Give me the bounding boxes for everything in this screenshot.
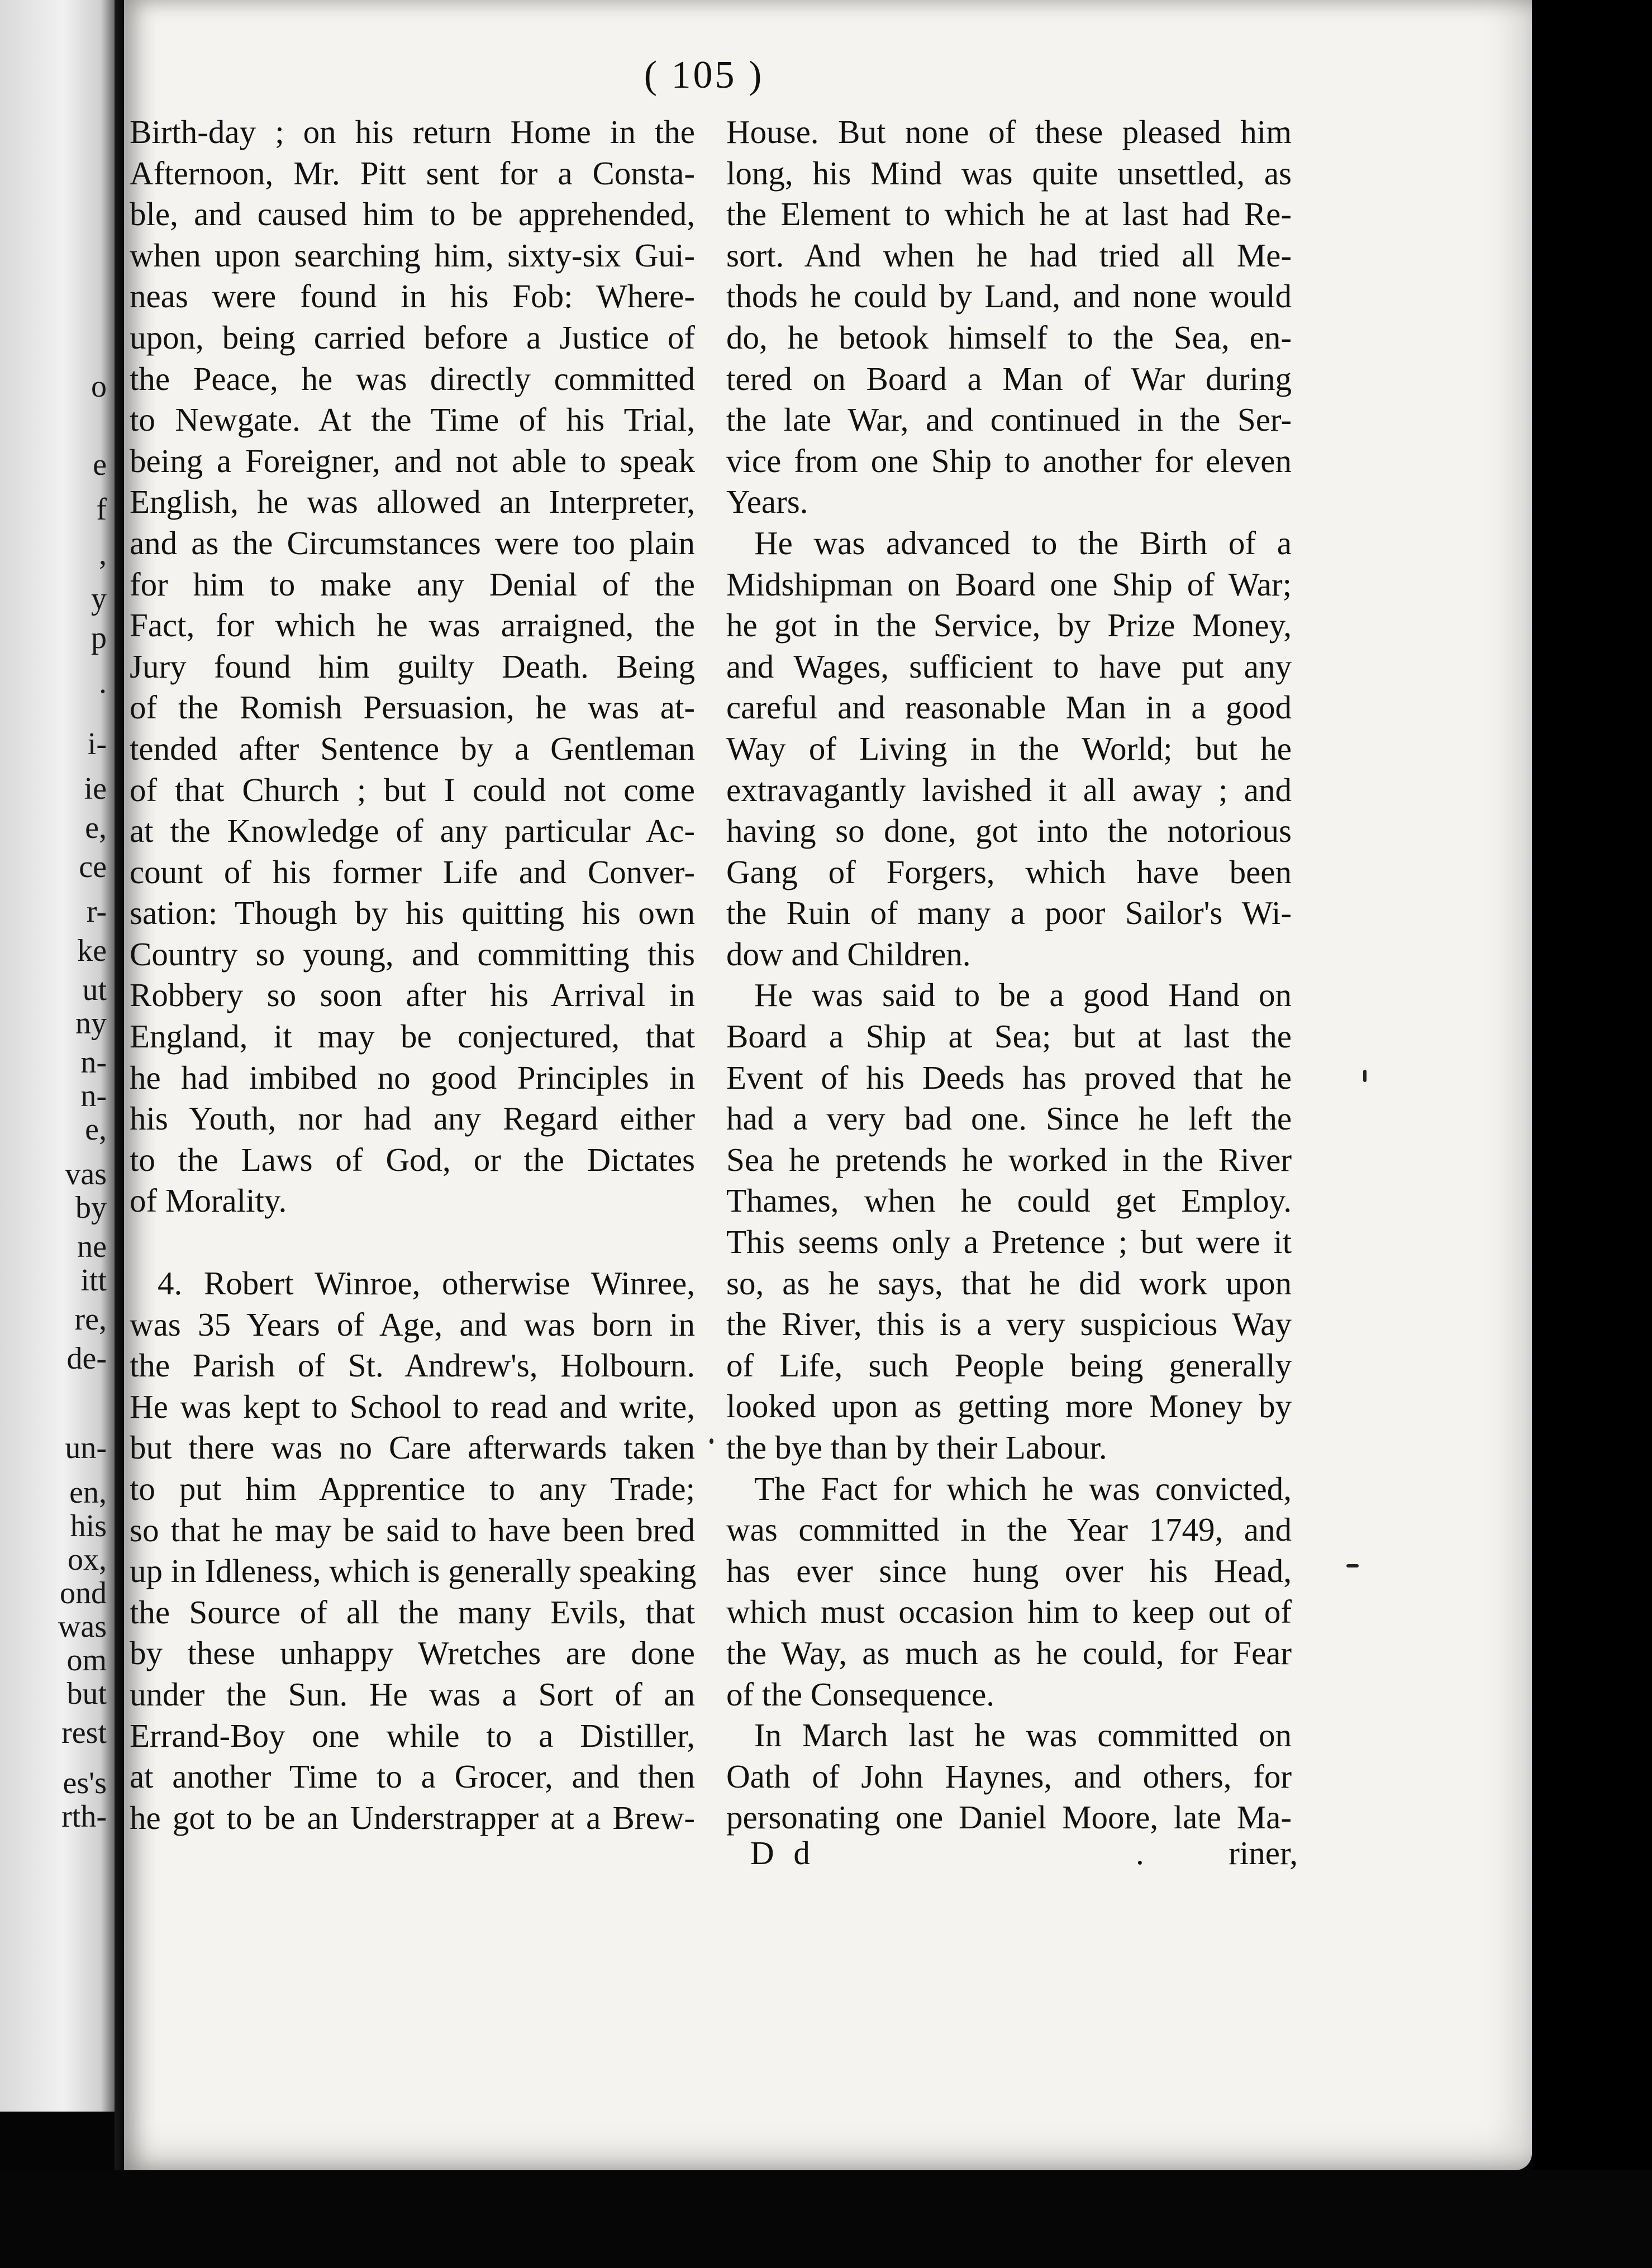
text-line: Years. (726, 483, 808, 521)
text-line: Country so young, and committing this (130, 935, 695, 973)
text-line: long, his Mind was quite unsettled, as (726, 154, 1292, 192)
previous-page-text-fragment: ke (77, 933, 107, 968)
text-line: Event of his Deeds has proved that he (726, 1059, 1292, 1096)
text-line: House. But none of these pleased him (726, 113, 1292, 150)
previous-page-text-fragment: de- (66, 1341, 107, 1376)
ink-speck (1363, 1070, 1367, 1082)
text-line: Jury found him guilty Death. Being (130, 647, 695, 685)
text-line: Way of Living in the World; but he (726, 730, 1292, 767)
text-line: had a very bad one. Since he left the (726, 1100, 1292, 1137)
text-line: ble, and caused him to be apprehended, (130, 196, 695, 233)
text-line: Board a Ship at Sea; but at last the (726, 1018, 1292, 1055)
previous-page-text-fragment: ut (82, 973, 107, 1007)
text-line: personating one Daniel Moore, late Ma- (726, 1799, 1292, 1836)
text-line: the Source of all the many Evils, that (130, 1593, 695, 1631)
text-line: 4. Robert Winroe, otherwise Winree, (158, 1265, 695, 1302)
text-line: The Fact for which he was convicted, (754, 1470, 1292, 1507)
previous-page-text-fragment: by (75, 1190, 107, 1225)
previous-page-text-fragment: ce (79, 850, 107, 884)
text-line: was 35 Years of Age, and was born in (130, 1305, 695, 1343)
previous-page-text-fragment: en, (69, 1475, 107, 1510)
previous-page-text-fragment: e, (85, 1112, 107, 1147)
text-line: of Life, such People being generally (726, 1346, 1292, 1384)
previous-page-text-fragment: o (91, 369, 107, 404)
right-text-column (726, 112, 1292, 1838)
text-line: tended after Sentence by a Gentleman (130, 730, 695, 767)
scan-background-right (1532, 0, 1652, 2268)
text-line: careful and reasonable Man in a good (726, 689, 1292, 726)
previous-page-text-fragment: ne (77, 1230, 107, 1264)
previous-page-text-fragment: p (91, 621, 107, 655)
previous-page-text-fragment: f (96, 492, 107, 527)
text-line: under the Sun. He was a Sort of an (130, 1675, 695, 1713)
text-line: Oath of John Haynes, and others, for (726, 1757, 1292, 1795)
previous-page-text-fragment: , (99, 537, 107, 571)
text-line: He was advanced to the Birth of a (754, 524, 1292, 561)
text-line: Thames, when he could get Employ. (726, 1182, 1292, 1219)
text-line: for him to make any Denial of the (130, 565, 695, 603)
text-line: do, he betook himself to the Sea, en- (726, 318, 1292, 356)
previous-page-text-fragment: om (66, 1643, 107, 1678)
text-line: having so done, got into the notorious (726, 812, 1292, 850)
text-line: at another Time to a Grocer, and then (130, 1758, 695, 1795)
text-line: the late War, and continued in the Ser- (726, 401, 1292, 439)
text-line: upon, being carried before a Justice of (130, 318, 695, 356)
previous-page-text-fragment: ny (75, 1006, 107, 1041)
text-line: He was kept to School to read and write, (130, 1388, 695, 1425)
text-line: to put him Apprentice to any Trade; (130, 1470, 695, 1507)
previous-page-text-fragment: un- (65, 1431, 107, 1465)
previous-page-text-fragment: e (93, 447, 107, 482)
paragraph-gap (130, 1222, 695, 1263)
text-line: of that Church ; but I could not come (130, 771, 695, 808)
text-line: In March last he was committed on (754, 1717, 1292, 1754)
text-line: which must occasion him to keep out of (726, 1593, 1292, 1631)
text-line: and as the Circumstances were too plain (130, 524, 695, 561)
previous-page-text-fragment: his (70, 1509, 107, 1543)
text-line: to Newgate. At the Time of his Trial, (130, 401, 695, 439)
text-line: Fact, for which he was arraigned, the (130, 607, 695, 644)
previous-page-text-fragment: rth- (61, 1799, 107, 1834)
previous-page-text-fragment: i- (87, 727, 107, 761)
footer-dot: . (1136, 1835, 1144, 1871)
text-line: neas were found in his Fob: Where- (130, 278, 695, 315)
previous-page-text-fragment: ie (84, 771, 107, 806)
text-line: Midshipman on Board one Ship of War; (726, 565, 1292, 603)
previous-page-text-fragment: r- (86, 894, 107, 929)
previous-page-text-fragment: n- (80, 1079, 107, 1113)
previous-page-text-fragment: vas (65, 1157, 107, 1192)
text-line: the Peace, he was directly committed (130, 360, 695, 397)
text-line: the River, this is a very suspicious Way (726, 1305, 1292, 1343)
previous-page-text-fragment: rest (61, 1716, 107, 1750)
text-line: vice from one Ship to another for eleven (726, 442, 1292, 479)
text-line: to the Laws of God, or the Dictates (130, 1141, 695, 1178)
text-line: the bye than by their Labour. (726, 1429, 1107, 1466)
text-line: up in Idleness, which is generally speaking (130, 1552, 697, 1590)
text-line: he got in the Service, by Prize Money, (726, 607, 1292, 644)
text-line: of the Romish Persuasion, he was at- (130, 689, 695, 726)
text-line: was committed in the Year 1749, and (726, 1511, 1292, 1548)
previous-page-text-fragment: . (99, 665, 107, 700)
text-line: Errand-Boy one while to a Distiller, (130, 1717, 695, 1754)
text-line: being a Foreigner, and not able to speak (130, 442, 695, 479)
text-line: thods he could by Land, and none would (726, 278, 1292, 315)
previous-page-text-fragment: was (58, 1609, 107, 1644)
text-line: when upon searching him, sixty-six Gui- (130, 236, 695, 274)
text-line: Birth-day ; on his return Home in the (130, 113, 695, 150)
text-line: the Parish of St. Andrew's, Holbourn. (130, 1347, 695, 1384)
text-line: Sea he pretends he worked in the River (726, 1141, 1292, 1178)
previous-page-text-fragment: itt (80, 1263, 107, 1298)
previous-page-text-fragment: re, (74, 1302, 107, 1337)
ink-speck (1346, 1564, 1359, 1567)
text-line: Afternoon, Mr. Pitt sent for a Consta- (130, 154, 695, 192)
text-line: of Morality. (130, 1182, 287, 1219)
previous-page-edge (0, 0, 115, 2112)
text-line: so that he may be said to have been bred (130, 1511, 695, 1548)
text-line: dow and Children. (726, 935, 971, 973)
scan-background-bottom (0, 2170, 1652, 2268)
text-line: count of his former Life and Conver- (130, 853, 695, 890)
text-line: at the Knowledge of any particular Ac- (130, 812, 695, 850)
text-line: he got to be an Understrapper at a Brew- (130, 1799, 695, 1836)
previous-page-text-fragment: ond (60, 1576, 107, 1611)
text-line: tered on Board a Man of War during (726, 360, 1292, 397)
text-line: This seems only a Pretence ; but were it (726, 1223, 1292, 1261)
previous-page-text-fragment: e, (85, 811, 107, 845)
previous-page-text-fragment: n- (80, 1045, 107, 1080)
text-line: sation: Though by his quitting his own (130, 894, 695, 932)
page-footer (750, 1834, 1298, 1875)
text-line: of the Consequence. (726, 1675, 995, 1713)
text-line: so, as he says, that he did work upon (726, 1264, 1292, 1302)
text-line: extravagantly lavished it all away ; and (726, 771, 1292, 808)
text-line: sort. And when he had tried all Me- (726, 236, 1292, 274)
signature-mark: D d (750, 1835, 816, 1871)
text-line: He was said to be a good Hand on (754, 976, 1292, 1014)
previous-page-text-fragment: ox, (68, 1542, 107, 1577)
text-line: looked upon as getting more Money by (726, 1388, 1292, 1425)
text-line: Gang of Forgers, which have been (726, 853, 1292, 890)
text-line: English, he was allowed an Interpreter, (130, 483, 695, 521)
text-line: has ever since hung over his Head, (726, 1552, 1292, 1589)
left-text-column (130, 112, 695, 1838)
text-line: the Ruin of many a poor Sailor's Wi- (726, 894, 1292, 932)
previous-page-text-fragment: but (66, 1676, 107, 1711)
text-line: but there was no Care afterwards taken (130, 1429, 695, 1466)
text-line: the Way, as much as he could, for Fear (726, 1634, 1292, 1671)
text-line: by these unhappy Wretches are done (130, 1635, 695, 1672)
ink-speck (710, 1438, 713, 1444)
catchword: riner, (1229, 1835, 1298, 1871)
previous-page-text-fragment: y (91, 582, 107, 616)
text-line: England, it may be conjectured, that (130, 1018, 695, 1055)
text-line: his Youth, nor had any Regard either (130, 1100, 695, 1137)
text-line: the Element to which he at last had Re- (726, 196, 1292, 233)
page-number: ( 105 ) (644, 54, 764, 97)
text-line: Robbery so soon after his Arrival in (130, 976, 695, 1014)
text-line: and Wages, sufficient to have put any (726, 647, 1292, 685)
previous-page-text-fragment: es's (63, 1766, 107, 1800)
text-line: he had imbibed no good Principles in (130, 1059, 695, 1096)
